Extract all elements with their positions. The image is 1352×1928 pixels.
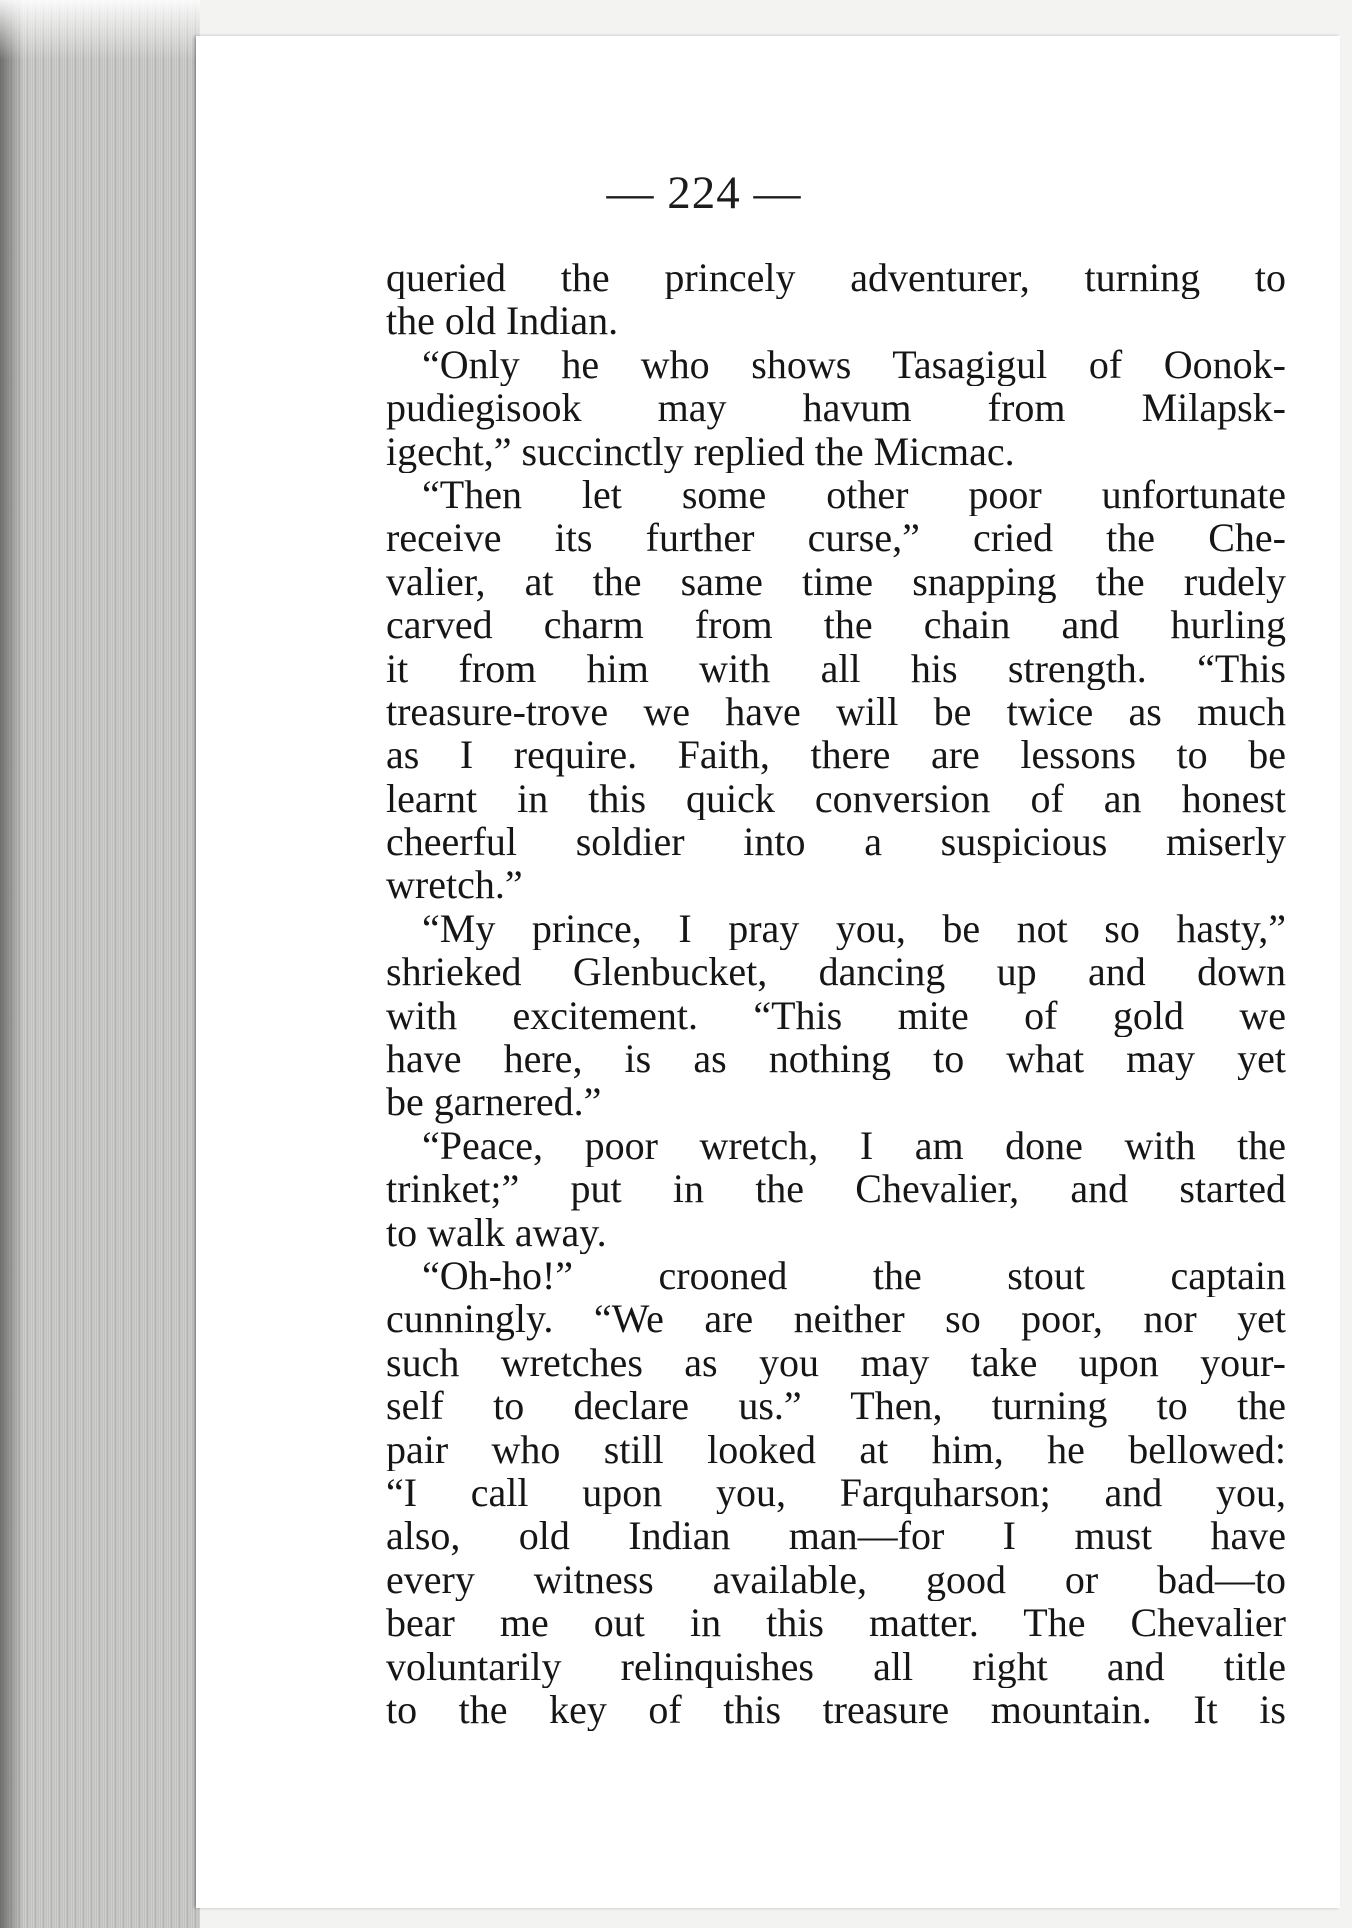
body-text bbox=[386, 256, 1286, 1731]
text-line: igecht,” succinctly replied the Micmac. bbox=[386, 429, 1015, 473]
text-line: carved charm from the chain and hurling bbox=[386, 603, 1286, 647]
text-line: learnt in this quick conversion of an honest bbox=[386, 776, 1286, 821]
text-line: cunningly. “We are neither so poor, nor yet bbox=[386, 1297, 1286, 1341]
text-line: to the key of this treasure mountain. It is bbox=[386, 1687, 1286, 1732]
text-line: voluntarily relinquishes all right and title bbox=[386, 1644, 1286, 1688]
text-line: such wretches as you may take upon your- bbox=[386, 1340, 1286, 1385]
text-line: trinket;” put in the Chevalier, and started bbox=[386, 1167, 1286, 1211]
text-line: “Peace, poor wretch, I am done with the bbox=[422, 1123, 1286, 1168]
text-line: as I require. Faith, there are lessons to be bbox=[386, 733, 1286, 777]
text-line: bear me out in this matter. The Chevalier bbox=[386, 1601, 1286, 1645]
text-line: have here, is as nothing to what may yet bbox=[386, 1037, 1286, 1081]
text-line: pudiegisook may havum from Milapsk- bbox=[386, 386, 1286, 430]
text-line: wretch.” bbox=[386, 863, 523, 907]
text-line: to walk away. bbox=[386, 1210, 607, 1254]
text-line: queried the princely adventurer, turning to bbox=[386, 256, 1286, 300]
page-edges bbox=[0, 0, 200, 1928]
text-line: shrieked Glenbucket, dancing up and down bbox=[386, 950, 1286, 994]
text-line: “My prince, I pray you, be not so hasty,” bbox=[422, 906, 1286, 951]
text-line: receive its further curse,” cried the Che- bbox=[386, 516, 1286, 560]
text-line: “Only he who shows Tasagigul of Oonok- bbox=[422, 342, 1286, 387]
text-line: it from him with all his strength. “This bbox=[386, 646, 1286, 690]
text-line: be garnered.” bbox=[386, 1080, 602, 1124]
text-line: cheerful soldier into a suspicious miserly bbox=[386, 820, 1286, 864]
text-line: treasure-trove we have will be twice as much bbox=[386, 689, 1286, 734]
text-line: with excitement. “This mite of gold we bbox=[386, 993, 1286, 1038]
binding-shadow bbox=[0, 0, 24, 1928]
text-line: “I call upon you, Farquharson; and you, bbox=[386, 1470, 1286, 1515]
text-line: self to declare us.” Then, turning to the bbox=[386, 1384, 1286, 1428]
text-line: “Oh-ho!” crooned the stout captain bbox=[422, 1253, 1286, 1298]
text-line: also, old Indian man—for I must have bbox=[386, 1514, 1286, 1558]
page-number: — 224 — bbox=[606, 167, 802, 219]
text-line: pair who still looked at him, he bellowed: bbox=[386, 1427, 1286, 1471]
text-line: the old Indian. bbox=[386, 299, 619, 343]
text-line: “Then let some other poor unfortunate bbox=[422, 472, 1286, 517]
text-line: every witness available, good or bad—to bbox=[386, 1557, 1286, 1602]
text-line: valier, at the same time snapping the rudely bbox=[386, 559, 1286, 604]
edges-highlight bbox=[0, 0, 200, 60]
